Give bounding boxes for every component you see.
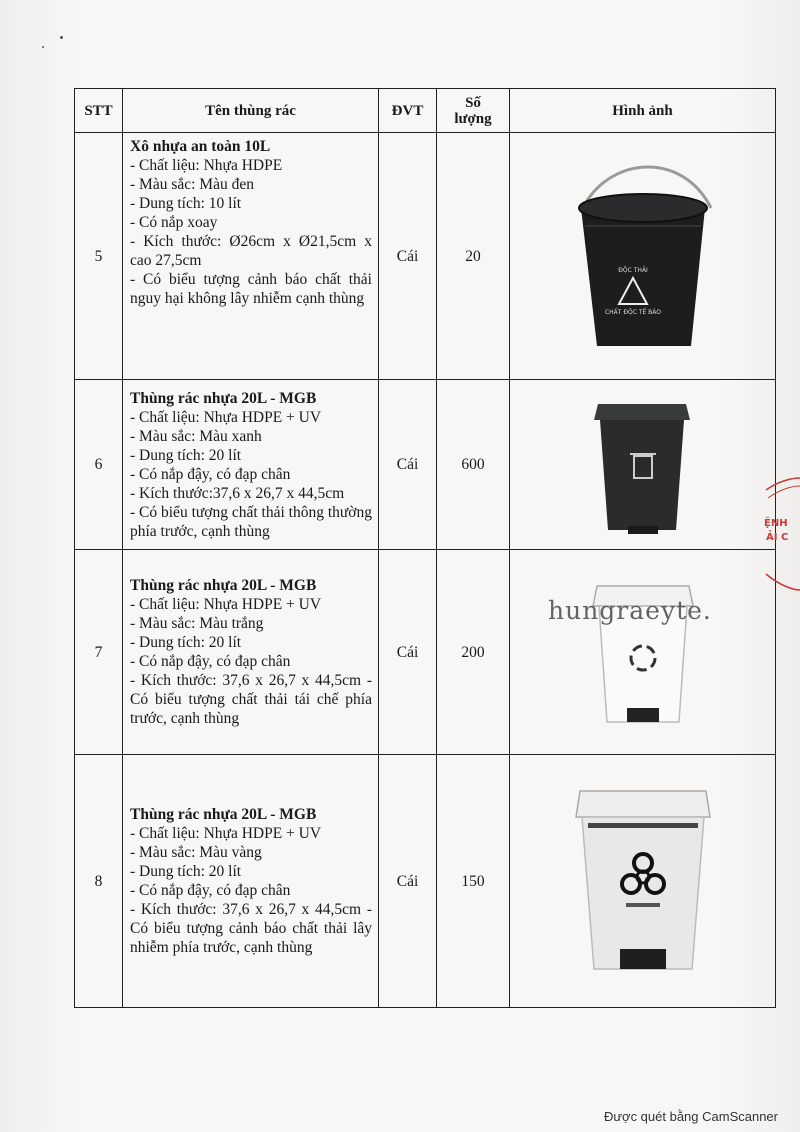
bin-spec: - Chất liệu: Nhựa HDPE + UV bbox=[130, 825, 322, 842]
stamp-arc bbox=[768, 486, 800, 498]
row-description bbox=[123, 133, 379, 380]
bin-spec: - Dung tích: 20 lít bbox=[130, 446, 242, 464]
row-unit: Cái bbox=[379, 550, 437, 755]
stamp-text: ẢI C bbox=[766, 532, 789, 543]
header-name: Tên thùng rác bbox=[123, 89, 379, 133]
row-description bbox=[123, 755, 379, 1008]
trash-bin-table bbox=[74, 88, 776, 1008]
bin-spec: - Màu sắc: Màu trắng bbox=[130, 615, 264, 632]
bin-spec: - Màu sắc: Màu đen bbox=[130, 176, 254, 193]
scan-speck bbox=[42, 46, 44, 48]
bin-name: Thùng rác nhựa 20L - MGB bbox=[130, 806, 317, 823]
row-description bbox=[123, 380, 379, 550]
stamp-arc bbox=[766, 574, 800, 590]
bin-name: Xô nhựa an toàn 10L bbox=[130, 138, 271, 155]
bin-name: Thùng rác nhựa 20L - MGB bbox=[130, 577, 317, 594]
row-stt: 7 bbox=[75, 550, 123, 755]
row-unit: Cái bbox=[379, 380, 437, 550]
bin-body bbox=[582, 817, 704, 969]
bin-spec: - Kích thước: Ø26cm x Ø21,5cm x cao 27,5cm bbox=[130, 233, 372, 269]
bin-spec: - Có nắp đậy, có đạp chân bbox=[130, 653, 291, 670]
pedal bbox=[627, 708, 659, 722]
bucket-body bbox=[581, 208, 705, 346]
bin-spec: - Dung tích: 20 lít bbox=[130, 863, 242, 880]
bin-text-line bbox=[626, 903, 660, 907]
header-unit: ĐVT bbox=[379, 89, 437, 133]
bucket-label-bottom: CHẤT ĐỘC TẾ BÀO bbox=[604, 309, 661, 316]
bin-lid bbox=[576, 791, 710, 817]
row-image bbox=[510, 550, 776, 755]
row-quantity: 600 bbox=[437, 380, 510, 550]
bin-spec: - Có biểu tượng cảnh báo chất thải nguy hại không lây nhiễm cạnh thùng bbox=[130, 271, 372, 307]
bin-name: Thùng rác nhựa 20L - MGB bbox=[130, 389, 317, 407]
bin-spec: - Kích thước: 37,6 x 26,7 x 44,5cm - Có biểu tượng chất thải tái chế phía trước, cạnh thùng bbox=[130, 672, 372, 727]
header-image: Hình ảnh bbox=[510, 89, 776, 133]
row-stt: 6 bbox=[75, 380, 123, 550]
red-stamp-fragment bbox=[760, 470, 800, 610]
bin-spec: - Kích thước:37,6 x 26,7 x 44,5cm bbox=[130, 484, 345, 502]
bin-spec: - Màu sắc: Màu vàng bbox=[130, 844, 262, 861]
row-stt: 5 bbox=[75, 133, 123, 380]
bin-spec: - Màu sắc: Màu xanh bbox=[130, 427, 262, 445]
row-quantity: 150 bbox=[437, 755, 510, 1008]
stamp-arc bbox=[766, 478, 800, 490]
row-image bbox=[510, 133, 776, 380]
row-quantity: 200 bbox=[437, 550, 510, 755]
pedal bbox=[620, 949, 666, 969]
table-row bbox=[75, 755, 776, 1008]
bucket-label-top: ĐỘC THẢI bbox=[617, 267, 648, 274]
bin-spec: - Chất liệu: Nhựa HDPE + UV bbox=[130, 408, 322, 426]
bin-body bbox=[600, 420, 684, 530]
bin-spec: - Kích thước: 37,6 x 26,7 x 44,5cm - Có biểu tượng cảnh báo chất thải lây nhiễm phía trước, cạnh thùng bbox=[130, 901, 372, 956]
bin-spec: - Có biểu tượng chất thải thông thường phía trước, cạnh thùng bbox=[130, 503, 372, 540]
row-image bbox=[510, 380, 776, 550]
header-quantity: Số lượng bbox=[437, 89, 510, 133]
watermark: hungraeyte. bbox=[548, 596, 712, 625]
row-description bbox=[123, 550, 379, 755]
bin-lid bbox=[594, 404, 690, 420]
table-header-row bbox=[75, 89, 776, 133]
header-stt: STT bbox=[75, 89, 123, 133]
table-row bbox=[75, 550, 776, 755]
bin-spec: - Có nắp đậy, có đạp chân bbox=[130, 465, 291, 483]
black-bucket-image bbox=[563, 156, 723, 356]
camscanner-footer: Được quét bằng CamScanner bbox=[603, 1109, 778, 1124]
stamp-text: ỆNH bbox=[764, 518, 788, 529]
table-row bbox=[75, 133, 776, 380]
yellow-bin-image bbox=[568, 781, 718, 981]
bin-spec: - Chất liệu: Nhựa HDPE + UV bbox=[130, 596, 322, 613]
green-bin-image bbox=[588, 390, 698, 540]
row-unit: Cái bbox=[379, 755, 437, 1008]
scan-speck bbox=[60, 36, 63, 39]
row-unit: Cái bbox=[379, 133, 437, 380]
bin-spec: - Dung tích: 10 lít bbox=[130, 195, 242, 212]
row-stt: 8 bbox=[75, 755, 123, 1008]
row-image bbox=[510, 755, 776, 1008]
pedal bbox=[628, 526, 658, 534]
row-quantity: 20 bbox=[437, 133, 510, 380]
bucket-lid bbox=[579, 194, 707, 222]
bin-spec: - Dung tích: 20 lít bbox=[130, 634, 242, 651]
bin-spec: - Có nắp xoay bbox=[130, 214, 218, 231]
bin-spec: - Chất liệu: Nhựa HDPE bbox=[130, 157, 283, 174]
bin-label-strip bbox=[588, 823, 698, 828]
table-row bbox=[75, 380, 776, 550]
bin-spec: - Có nắp đậy, có đạp chân bbox=[130, 882, 291, 899]
